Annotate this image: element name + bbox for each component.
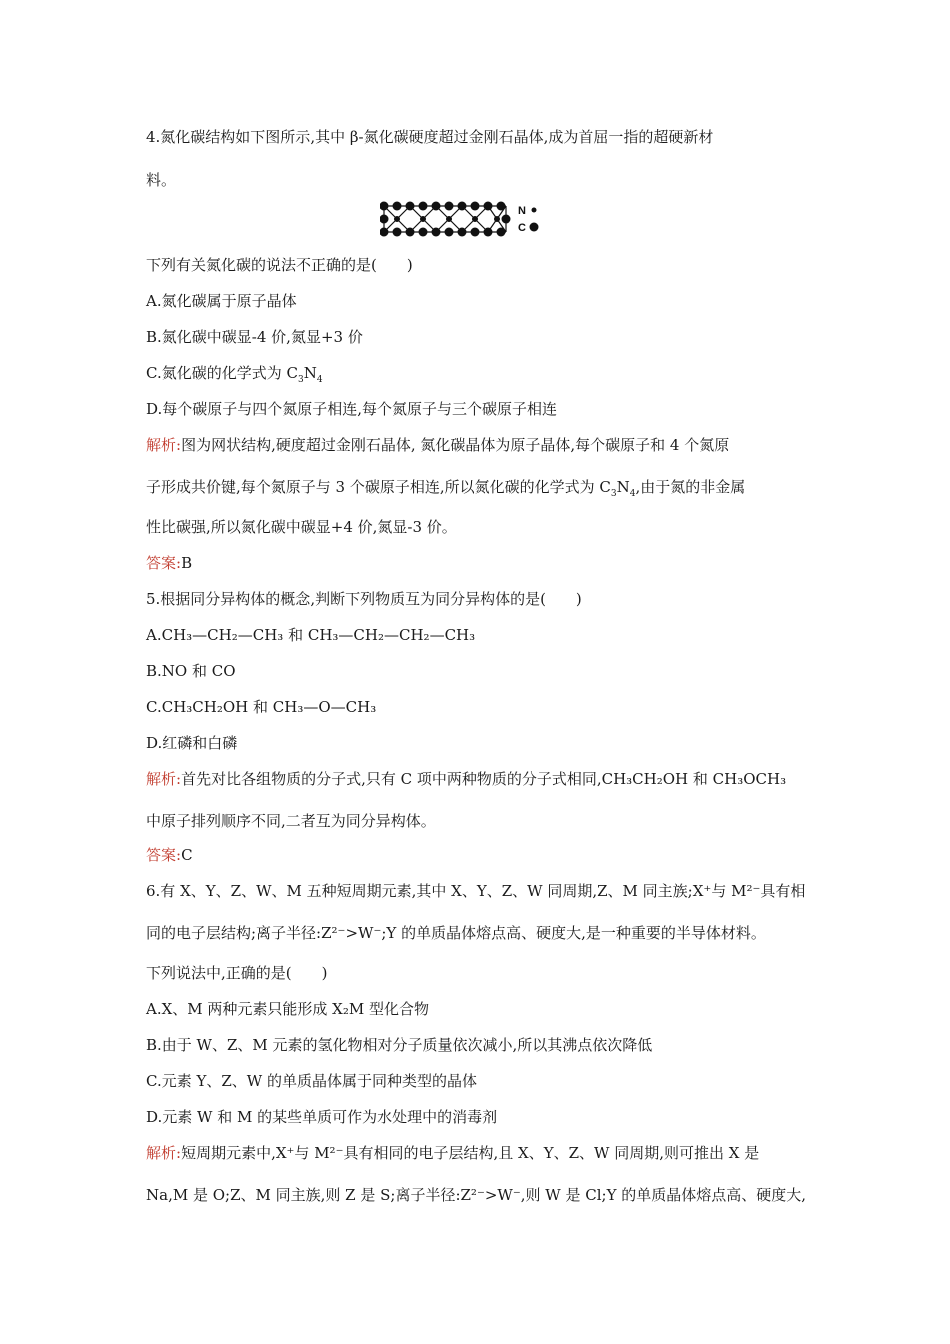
legend-n-label: N [518, 205, 526, 217]
q5-stem: 5.根据同分异构体的概念,判断下列物质互为同分异构体的是( ) [146, 590, 582, 608]
q5-option-c: C.CH₃CH₂OH 和 CH₃—O—CH₃ [146, 698, 377, 716]
q4-stem-line2: 料。 [146, 171, 177, 189]
q5-explanation-line2: 中原子排列顺序不同,二者互为同分异构体。 [146, 812, 436, 830]
q4-option-d: D.每个碳原子与四个氮原子相连,每个氮原子与三个碳原子相连 [146, 400, 558, 418]
legend-c-label: C [518, 222, 526, 234]
legend-n-marker [532, 208, 537, 213]
q5-option-b: B.NO 和 CO [146, 662, 236, 680]
q6-stem-line2: 同的电子层结构;离子半径:Z²⁻>W⁻;Y 的单质晶体熔点高、硬度大,是一种重要的半导体材料。 [146, 924, 766, 942]
explanation-label: 解析: [146, 770, 182, 788]
q5-answer: 答案:C [146, 846, 193, 864]
q4-option-b: B.氮化碳中碳显-4 价,氮显+3 价 [146, 328, 363, 346]
q4-prompt: 下列有关氮化碳的说法不正确的是( ) [146, 256, 413, 274]
explanation-label: 解析: [146, 1144, 182, 1162]
q6-option-c: C.元素 Y、Z、W 的单质晶体属于同种类型的晶体 [146, 1072, 477, 1090]
q4-explanation-line2: 子形成共价键,每个氮原子与 3 个碳原子相连,所以氮化碳的化学式为 $C_3N_4$,由于氮的非金属 [146, 478, 746, 499]
q5-option-a: A.CH₃—CH₂—CH₃ 和 CH₃—CH₂—CH₂—CH₃ [146, 626, 476, 644]
q5-option-d: D.红磷和白磷 [146, 734, 238, 752]
q6-prompt: 下列说法中,正确的是( ) [146, 964, 328, 982]
q4-explanation-line3: 性比碳强,所以氮化碳中碳显+4 价,氮显-3 价。 [146, 518, 457, 536]
q6-explanation-line1: 解析:短周期元素中,X⁺与 M²⁻具有相同的电子层结构,且 X、Y、Z、W 同周期,则可推出 X 是 [146, 1144, 760, 1162]
carbon-nitride-structure-diagram [380, 198, 540, 240]
q4-explanation-line1: 解析:图为网状结构,硬度超过金刚石晶体, 氮化碳晶体为原子晶体,每个碳原子和 4 个氮原 [146, 436, 730, 454]
answer-label: 答案: [146, 846, 182, 864]
legend-c-marker [530, 223, 539, 232]
q6-option-d: D.元素 W 和 M 的某些单质可作为水处理中的消毒剂 [146, 1108, 498, 1126]
q4-answer: 答案:B [146, 554, 193, 572]
explanation-label: 解析: [146, 436, 182, 454]
q4-option-c: C.氮化碳的化学式为 $C_3N_4$ [146, 364, 323, 385]
q6-option-b: B.由于 W、Z、M 元素的氢化物相对分子质量依次减小,所以其沸点依次降低 [146, 1036, 653, 1054]
carbon-nitride-structure-figure [380, 198, 540, 240]
q5-explanation-line1: 解析:首先对比各组物质的分子式,只有 C 项中两种物质的分子式相同,CH₃CH₂OH 和 CH₃OCH₃ [146, 770, 787, 788]
q6-option-a: A.X、M 两种元素只能形成 X₂M 型化合物 [146, 1000, 429, 1018]
q6-stem-line1: 6.有 X、Y、Z、W、M 五种短周期元素,其中 X、Y、Z、W 同周期,Z、M 同主族;X⁺与 M²⁻具有相 [146, 882, 806, 900]
answer-label: 答案: [146, 554, 182, 572]
q6-explanation-line2: Na,M 是 O;Z、M 同主族,则 Z 是 S;离子半径:Z²⁻>W⁻,则 W 是 Cl;Y 的单质晶体熔点高、硬度大, [146, 1186, 807, 1204]
q4-stem-line1: 4.氮化碳结构如下图所示,其中 β-氮化碳硬度超过金刚石晶体,成为首屈一指的超硬新材 [146, 128, 714, 146]
q4-option-a: A.氮化碳属于原子晶体 [146, 292, 297, 310]
